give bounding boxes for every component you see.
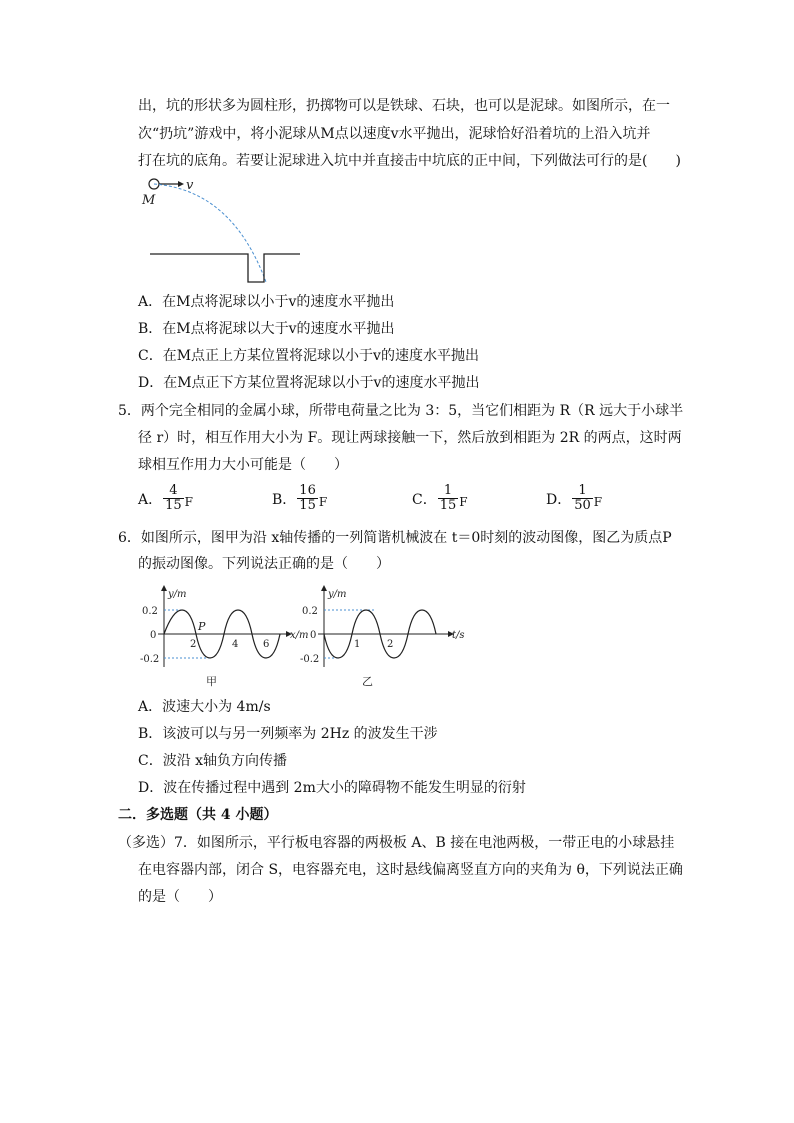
x-axis-label: t/s xyxy=(452,630,465,641)
y-axis-label: y/m xyxy=(168,589,187,600)
unit: F xyxy=(593,494,603,509)
q4-option-b: B．在M点将泥球以大于v的速度水平抛出 xyxy=(138,321,395,337)
tick-y-top: 0.2 xyxy=(302,606,318,617)
tick-x-1: 1 xyxy=(354,639,361,650)
fraction xyxy=(438,484,459,513)
wave-graph-figure xyxy=(138,583,308,693)
q7-text-line2: 在电容器内部，闭合 S，电容器充电，这时悬线偏离竖直方向的夹角为 θ，下列说法正确 xyxy=(138,862,683,878)
q4-text-line1: 出，坑的形状多为圆柱形，扔掷物可以是铁球、石块，也可以是泥球。如图所示，在一 xyxy=(138,98,670,114)
q4-text-line3: 打在坑的底角。若要让泥球进入坑中并直接击中坑底的正中间，下列做法可行的是( ) xyxy=(138,153,681,169)
velocity-label: v xyxy=(186,178,194,193)
q5-option-a xyxy=(138,484,193,513)
tick-y-bottom: -0.2 xyxy=(140,654,160,665)
tick-x-4: 4 xyxy=(232,639,239,650)
q4-text-line2: 次“扔坑”游戏中，将小泥球从M点以速度v水平抛出，泥球恰好沿着坑的上沿入坑并 xyxy=(138,126,651,142)
option-label: A． xyxy=(138,491,163,508)
unit: F xyxy=(184,494,193,509)
q5-option-c xyxy=(412,484,468,513)
denominator: 50 xyxy=(574,498,591,513)
numerator: 16 xyxy=(299,483,316,498)
numerator: 1 xyxy=(438,484,459,499)
q6-text-line1: 6．如图所示，图甲为沿 x轴传播的一列简谐机械波在 t＝0时刻的波动图像，图乙为质点P xyxy=(118,530,672,546)
fraction xyxy=(297,484,318,513)
q7-text-line3: 的是（ ） xyxy=(138,889,222,905)
q7-text-line1: （多选）7．如图所示，平行板电容器的两极板 A、B 接在电池两极，一带正电的小球悬挂 xyxy=(118,835,675,851)
q6-option-d: D．波在传播过程中遇到 2m大小的障碍物不能发生明显的衍射 xyxy=(138,780,526,796)
y-axis-label: y/m xyxy=(328,589,347,600)
section-title: 二．多选题（共 4 小题） xyxy=(118,807,278,823)
tick-y-zero: 0 xyxy=(310,630,317,641)
tick-y-zero: 0 xyxy=(150,630,157,641)
projectile-pit-figure xyxy=(140,172,310,284)
x-axis-label: x/m xyxy=(290,630,308,641)
q5-text-line1: 5．两个完全相同的金属小球，所带电荷量之比为 3：5，当它们相距为 R（R 远大于小球半 xyxy=(118,403,684,419)
denominator: 15 xyxy=(439,498,457,513)
figure-caption-a: 甲 xyxy=(206,675,217,688)
q4-option-d: D．在M点正下方某位置将泥球以小于v的速度水平抛出 xyxy=(138,375,480,391)
q6-text-line2: 的振动图像。下列说法正确的是（ ） xyxy=(138,556,390,572)
option-label: D． xyxy=(546,491,572,508)
unit: F xyxy=(318,494,328,509)
q4-option-c: C．在M点正上方某位置将泥球以小于v的速度水平抛出 xyxy=(138,348,479,364)
trajectory-path xyxy=(154,184,266,282)
option-label: C． xyxy=(412,491,437,508)
option-label: B． xyxy=(272,491,297,508)
figure-caption-b: 乙 xyxy=(362,675,373,688)
point-p-label: P xyxy=(198,620,206,633)
tick-y-top: 0.2 xyxy=(142,606,158,617)
q6-option-b: B．该波可以与另一列频率为 2Hz 的波发生干涉 xyxy=(138,726,438,742)
point-m-label: M xyxy=(142,193,156,208)
tick-x-2: 2 xyxy=(387,639,394,650)
vibration-graph-figure xyxy=(290,583,480,693)
q5-option-b xyxy=(272,484,327,513)
tick-y-bottom: -0.2 xyxy=(300,654,320,665)
tick-x-2: 2 xyxy=(190,639,197,650)
fraction xyxy=(163,484,184,513)
ground-pit xyxy=(150,254,300,282)
unit: F xyxy=(459,494,468,509)
q5-option-d xyxy=(546,484,602,513)
q5-text-line2: 径 r）时，相互作用大小为 F。现让两球接触一下，然后放到相距为 2R 的两点，这时两 xyxy=(138,430,682,446)
q6-option-a: A．波速大小为 4m/s xyxy=(138,699,271,715)
tick-x-6: 6 xyxy=(263,639,270,650)
denominator: 15 xyxy=(165,498,182,513)
fraction xyxy=(572,484,593,513)
numerator: 4 xyxy=(163,484,184,499)
denominator: 15 xyxy=(299,498,316,513)
q6-option-c: C．波沿 x轴负方向传播 xyxy=(138,753,288,769)
q5-text-line3: 球相互作用力大小可能是（ ） xyxy=(138,457,348,473)
q4-option-a: A．在M点将泥球以小于v的速度水平抛出 xyxy=(138,294,395,310)
numerator: 1 xyxy=(572,484,593,499)
